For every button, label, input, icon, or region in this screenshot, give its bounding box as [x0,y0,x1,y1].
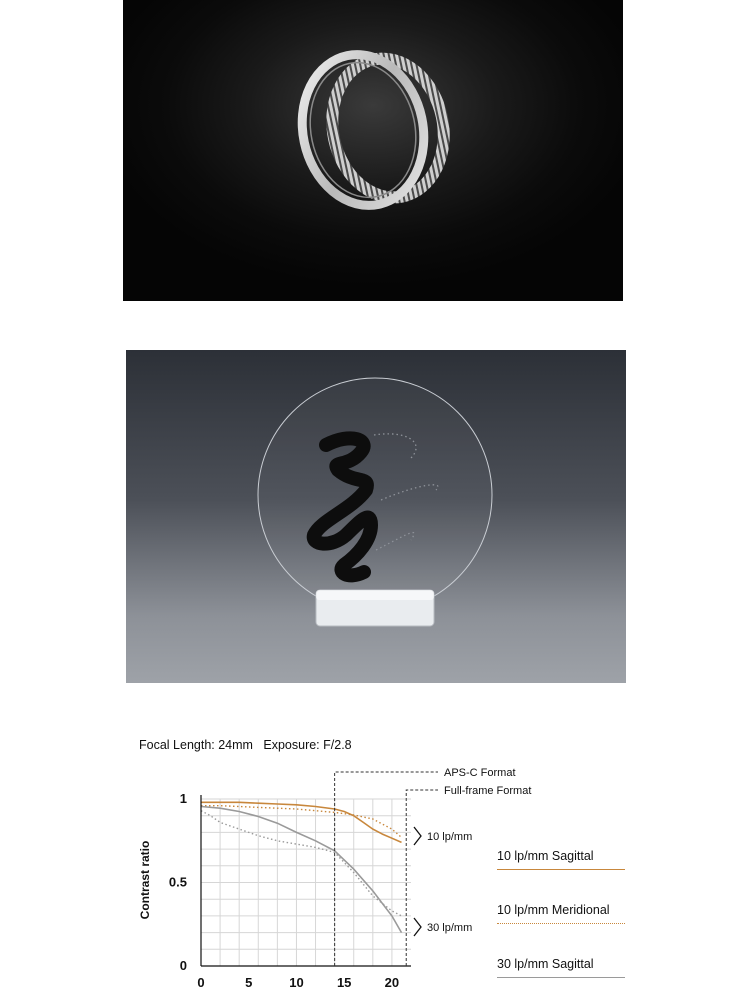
10-lpmm-bracket [414,827,421,845]
aps-c-format-label: APS-C Format [444,767,516,779]
30-lpmm-bracket [414,918,421,936]
y-tick-label: 0 [179,958,187,973]
ring-illustration [123,0,623,301]
30-lpmm-label: 30 lp/mm [427,922,473,934]
y-axis-label: Contrast ratio [138,840,152,920]
legend-swatch [497,923,625,924]
series-30-lp-mm-sagittal [201,807,402,933]
series-10-lp-mm-sagittal [201,802,402,842]
brushstroke-illustration [126,350,626,683]
legend-item [497,957,625,978]
legend-item [497,849,625,870]
legend-item [497,903,625,924]
glass-disc [258,378,492,612]
exposure-label: Exposure: F/2.8 [263,738,352,752]
legend-label: 10 lp/mm Sagittal [497,849,594,863]
y-tick-label: 1 [179,791,187,806]
ring-back [320,48,457,208]
x-tick-label: 15 [336,975,352,990]
product-photo-rings [123,0,623,301]
series-10-lp-mm-meridional [201,806,402,838]
y-tick-label: 0.5 [168,874,187,890]
legend-swatch [497,977,625,978]
tick-labels [169,791,399,990]
full-frame-format-label: Full-frame Format [444,785,532,797]
x-tick-label: 10 [289,975,304,990]
aps-c-boundary-line [335,772,438,966]
axes [201,795,411,966]
series-lines [201,802,402,932]
legend-swatch [497,869,625,870]
legend-label: 30 lp/mm Sagittal [497,957,594,971]
full-frame-boundary-line [406,790,438,966]
focal-length-label: Focal Length: 24mm [139,738,253,752]
x-tick-label: 0 [197,975,205,990]
series-30-lp-mm-meridional [201,811,402,916]
product-photo-brushstroke [126,350,626,683]
x-tick-label: 5 [245,975,253,990]
grid [201,799,411,966]
x-tick-label: 20 [384,975,400,990]
legend-label: 10 lp/mm Meridional [497,903,610,917]
10-lpmm-label: 10 lp/mm [427,831,473,843]
chart-header [139,738,352,752]
